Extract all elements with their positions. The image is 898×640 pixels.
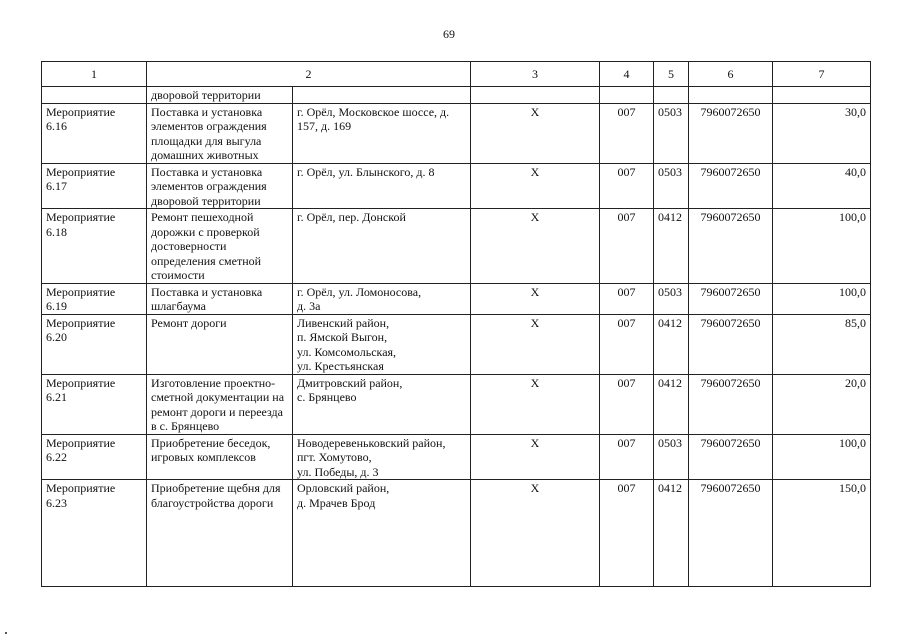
- col4-value: 007: [600, 209, 654, 284]
- col7-value: 100,0: [773, 434, 871, 480]
- table-row: [42, 283, 871, 314]
- col7-value: 150,0: [773, 480, 871, 587]
- col3-value: X: [471, 314, 600, 374]
- measure-id: Мероприятие 6.21: [42, 374, 147, 434]
- cell: [689, 87, 773, 104]
- col4-value: 007: [600, 103, 654, 163]
- measure-id: Мероприятие 6.19: [42, 283, 147, 314]
- measure-id: Мероприятие 6.22: [42, 434, 147, 480]
- col7-value: 100,0: [773, 209, 871, 284]
- measure-address: Новодеревеньковский район, пгт. Хомутово, ул. Победы, д. 3: [293, 434, 471, 480]
- scan-speck: [5, 632, 7, 634]
- table-row: [42, 480, 871, 587]
- table-row: [42, 374, 871, 434]
- col6-value: 7960072650: [689, 374, 773, 434]
- col7-value: 30,0: [773, 103, 871, 163]
- table-row: [42, 434, 871, 480]
- measure-id: Мероприятие 6.20: [42, 314, 147, 374]
- table-row: [42, 103, 871, 163]
- measure-id: Мероприятие 6.16: [42, 103, 147, 163]
- col5-value: 0412: [654, 314, 689, 374]
- col7-value: 40,0: [773, 163, 871, 209]
- cell: [600, 87, 654, 104]
- col4-value: 007: [600, 283, 654, 314]
- col7-value: 100,0: [773, 283, 871, 314]
- measure-address: г. Орёл, пер. Донской: [293, 209, 471, 284]
- measure-id: Мероприятие 6.23: [42, 480, 147, 587]
- header-row: [42, 62, 871, 87]
- continuation-row: [42, 87, 871, 104]
- col6-value: 7960072650: [689, 480, 773, 587]
- measure-id: Мероприятие 6.18: [42, 209, 147, 284]
- measure-address: Ливенский район, п. Ямской Выгон, ул. Комсомольская, ул. Крестьянская: [293, 314, 471, 374]
- col3-value: X: [471, 163, 600, 209]
- header-col-4: 4: [600, 62, 654, 87]
- col3-value: X: [471, 480, 600, 587]
- continuation-text: дворовой территории: [147, 87, 293, 104]
- measure-name: Поставка и установка элементов ограждения дворовой территории: [147, 163, 293, 209]
- table-row: [42, 209, 871, 284]
- col7-value: 85,0: [773, 314, 871, 374]
- col6-value: 7960072650: [689, 283, 773, 314]
- col6-value: 7960072650: [689, 163, 773, 209]
- measure-name: Ремонт дороги: [147, 314, 293, 374]
- table-row: [42, 314, 871, 374]
- col4-value: 007: [600, 314, 654, 374]
- col6-value: 7960072650: [689, 314, 773, 374]
- measure-address: г. Орёл, ул. Ломоносова, д. 3а: [293, 283, 471, 314]
- header-col-3: 3: [471, 62, 600, 87]
- col3-value: X: [471, 209, 600, 284]
- col4-value: 007: [600, 163, 654, 209]
- col5-value: 0412: [654, 209, 689, 284]
- measure-name: Приобретение беседок, игровых комплексов: [147, 434, 293, 480]
- measure-address: г. Орёл, Московское шоссе, д. 157, д. 169: [293, 103, 471, 163]
- measure-name: Ремонт пешеходной дорожки с проверкой достоверности определения сметной стоимости: [147, 209, 293, 284]
- col6-value: 7960072650: [689, 434, 773, 480]
- col3-value: X: [471, 434, 600, 480]
- measure-address: Орловский район, д. Мрачев Брод: [293, 480, 471, 587]
- measure-id: Мероприятие 6.17: [42, 163, 147, 209]
- col5-value: 0503: [654, 283, 689, 314]
- col3-value: X: [471, 103, 600, 163]
- header-col-5: 5: [654, 62, 689, 87]
- table-row: [42, 163, 871, 209]
- col4-value: 007: [600, 374, 654, 434]
- col3-value: X: [471, 374, 600, 434]
- col4-value: 007: [600, 480, 654, 587]
- budget-table: [41, 61, 871, 587]
- measure-address: г. Орёл, ул. Блынского, д. 8: [293, 163, 471, 209]
- measure-name: Поставка и установка шлагбаума: [147, 283, 293, 314]
- cell: [773, 87, 871, 104]
- measure-name: Поставка и установка элементов ограждения площадки для выгула домашних животных: [147, 103, 293, 163]
- measure-name: Приобретение щебня для благоустройства дороги: [147, 480, 293, 587]
- header-col-2: 2: [147, 62, 471, 87]
- col7-value: 20,0: [773, 374, 871, 434]
- header-col-1: 1: [42, 62, 147, 87]
- col3-value: X: [471, 283, 600, 314]
- page-number: 69: [443, 27, 455, 41]
- header-col-6: 6: [689, 62, 773, 87]
- col4-value: 007: [600, 434, 654, 480]
- cell: [471, 87, 600, 104]
- col5-value: 0503: [654, 163, 689, 209]
- col5-value: 0412: [654, 374, 689, 434]
- header-col-7: 7: [773, 62, 871, 87]
- col6-value: 7960072650: [689, 103, 773, 163]
- col5-value: 0503: [654, 103, 689, 163]
- measure-name: Изготовление проектно-сметной документации на ремонт дороги и переезда в с. Брянцево: [147, 374, 293, 434]
- col5-value: 0503: [654, 434, 689, 480]
- cell: [293, 87, 471, 104]
- cell: [42, 87, 147, 104]
- cell: [654, 87, 689, 104]
- col6-value: 7960072650: [689, 209, 773, 284]
- col5-value: 0412: [654, 480, 689, 587]
- measure-address: Дмитровский район, с. Брянцево: [293, 374, 471, 434]
